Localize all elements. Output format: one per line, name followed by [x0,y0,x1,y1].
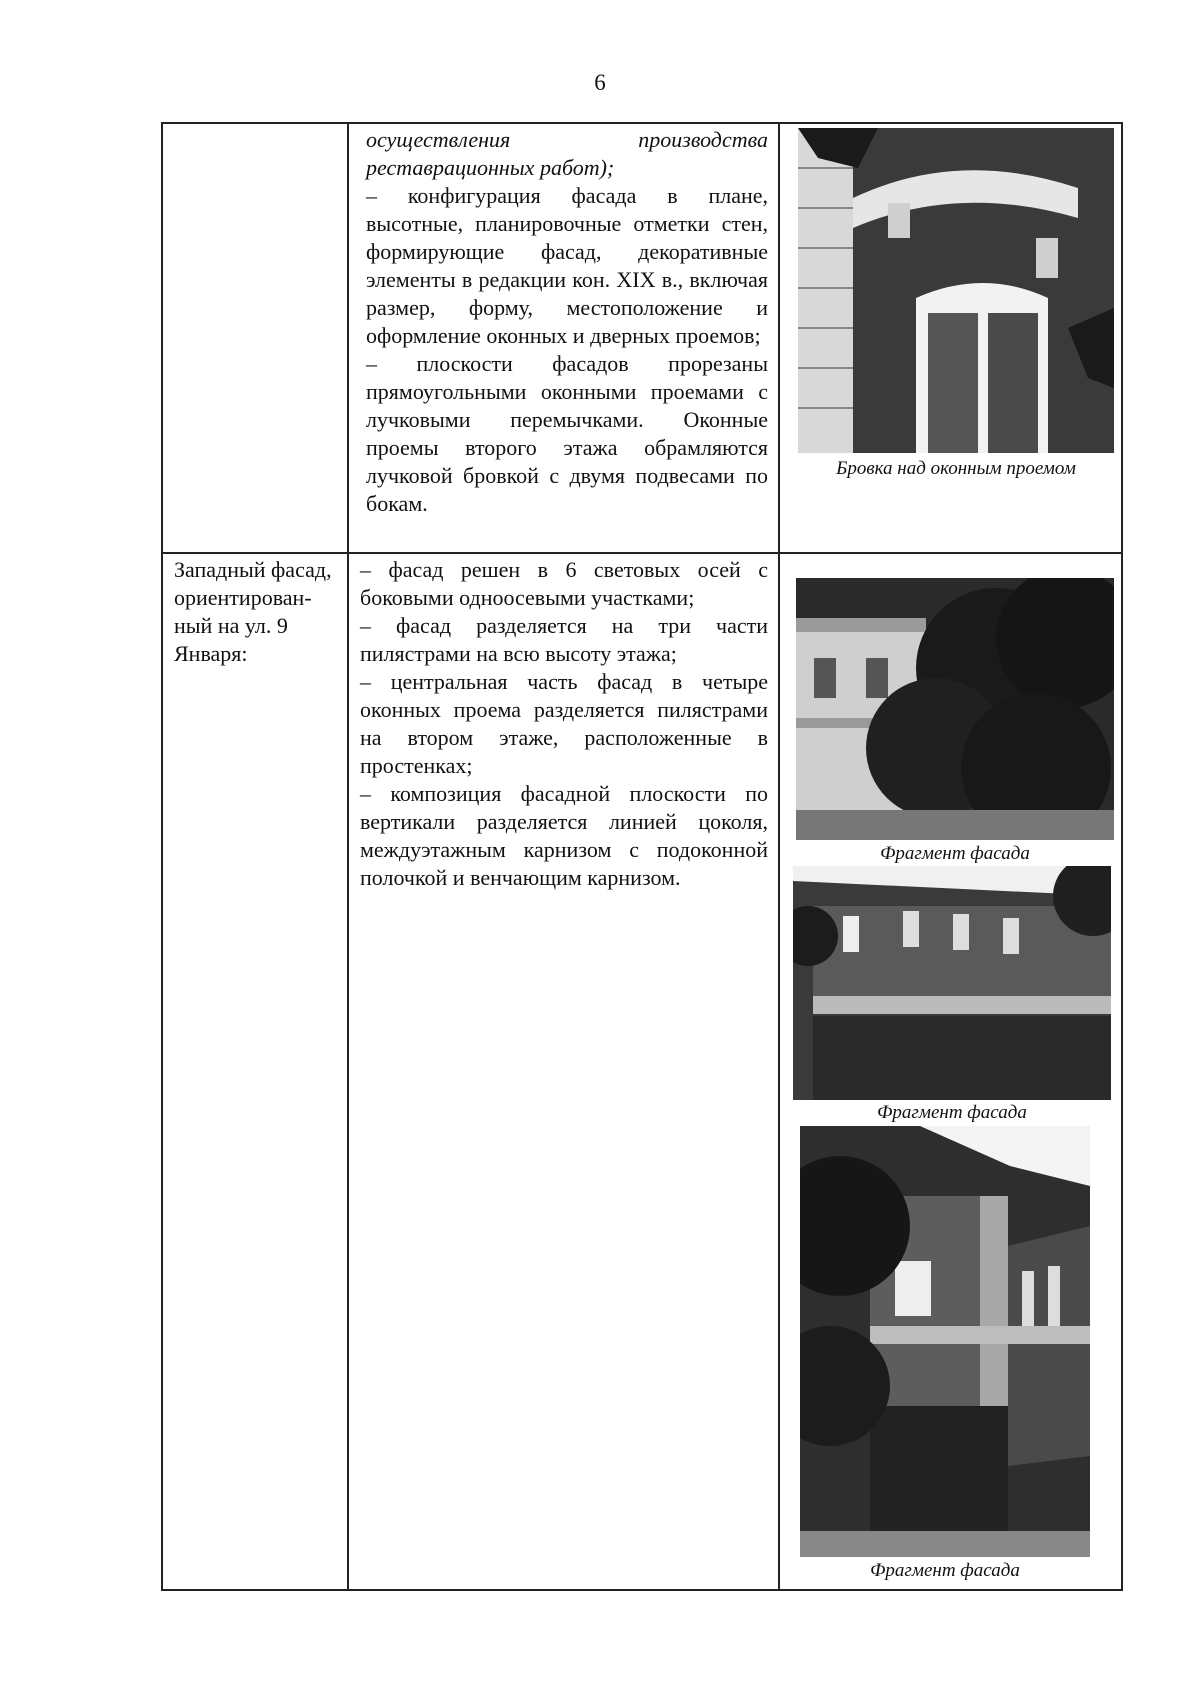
row2-paragraph-1: – фасад решен в 6 световых осей с боковыми одноосевыми участками; [360,557,768,610]
facade-street-photo [793,866,1111,1100]
table-row-divider [161,552,1123,554]
row2-paragraph-4: – композиция фасадной плоскости по вертикали разделяется линией цоколя, междуэтажным карнизом с подоконной полочкой и венчающим карнизом. [360,781,768,890]
table-border-top [161,122,1123,124]
row2-label: Западный фасад, ориентирован-ный на ул. 9 Января: [174,557,332,666]
row1-description [366,126,768,518]
table-border-bottom [161,1589,1123,1591]
table-col-divider-1 [347,122,349,1591]
window-brow-photo [798,128,1114,453]
photo-caption: Фрагмент фасада [880,843,1030,864]
row2-paragraph-2: – фасад разделяется на три части пилястрами на всю высоту этажа; [360,613,768,666]
facade-corner-photo [800,1126,1090,1557]
table-col-divider-2 [778,122,780,1591]
table-border-left [161,122,163,1591]
photo-caption: Фрагмент фасада [870,1560,1020,1581]
row1-paragraph-3: – плоскости фасадов прорезаны прямоугольными оконными проемами с лучковыми перемычками. Оконные проемы второго этажа обрамляются лучковой бровкой с двумя подвесами по бокам. [366,351,768,516]
page-number: 6 [594,70,606,95]
row1-paragraph-2: – конфигурация фасада в плане, высотные, планировочные отметки стен, формирующие фасад, декоративные элементы в редакции кон. XIX в., включая размер, форму, местоположение и оформление оконных и дверных проемов; [366,183,768,348]
row2-paragraph-3: – центральная часть фасад в четыре оконных проема разделяется пилястрами на втором этаже, расположенные в простенках; [360,669,768,778]
facade-trees-photo [796,578,1114,840]
row1-paragraph-1: осуществления производства реставрационных работ); [366,127,768,180]
row2-description [360,556,768,892]
table-border-right [1121,122,1123,1591]
photo-caption: Бровка над оконным проемом [836,458,1076,479]
photo-caption: Фрагмент фасада [877,1102,1027,1123]
